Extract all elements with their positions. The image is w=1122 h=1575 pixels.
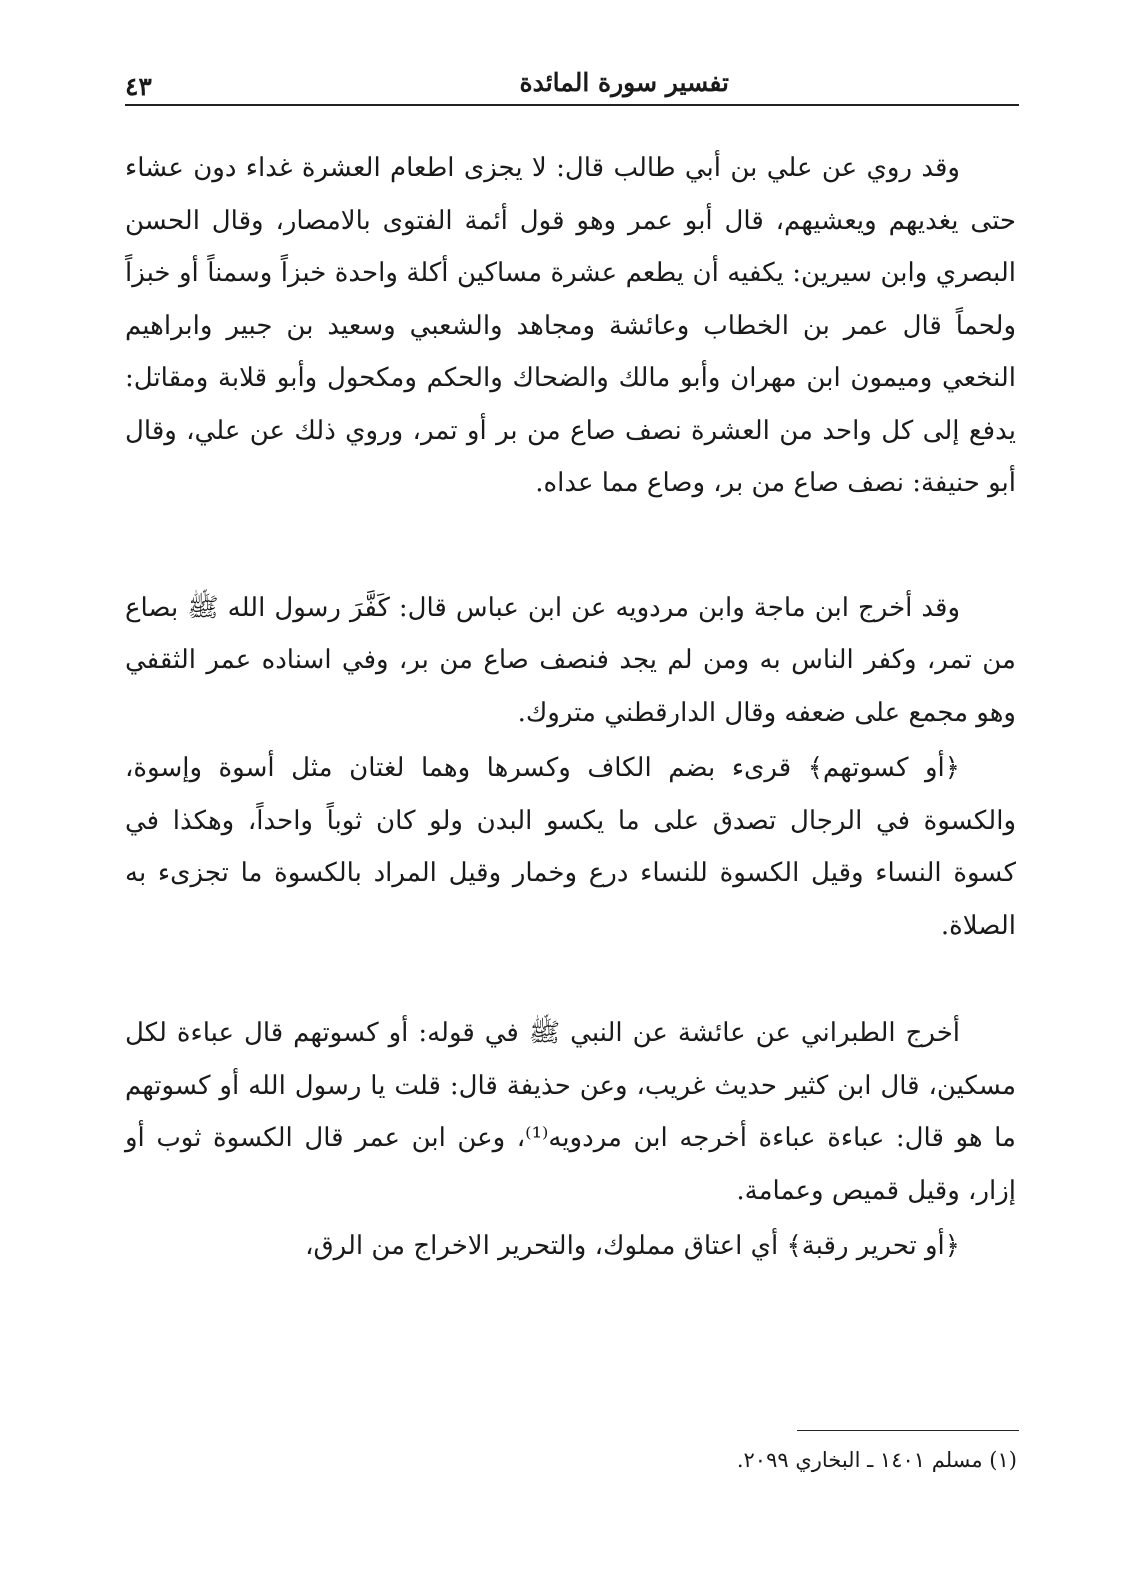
running-header-title: تفسير سورة المائدة: [519, 68, 729, 97]
paragraph-4: أخرج الطبراني عن عائشة عن النبي ﷺ في قوله: أو كسوتهم قال عباءة لكل مسكين، قال ابن كثير حديث غريب، وعن حذيفة قال: قلت يا رسول الله أو كسوتهم ما هو قال: عباءة عباءة أخرجه ابن مردويه⁽¹⁾، وعن ابن عمر قال الكسوة ثوب أو إزار، وقيل قميص وعمامة.: [125, 1018, 1016, 1206]
paragraph-1: وقد روي عن علي بن أبي طالب قال: لا يجزى اطعام العشرة غداء دون عشاء حتى يغديهم ويعشيهم، قال أبو عمر وهو قول أئمة الفتوى بالامصار، وقال الحسن البصري وابن سيرين: يكفيه أن يطعم عشرة مساكين أكلة واحدة خبزاً وسمناً أو خبزاً ولحماً قال عمر بن الخطاب وعائشة ومجاهد والشعبي وسعيد بن جبير وابراهيم النخعي وميمون ابن مهران وأبو مالك والضحاك والحكم ومكحول وأبو قلابة ومقاتل: يدفع إلى كل واحد من العشرة نصف صاع من بر أو تمر، وروي ذلك عن علي، وقال أبو حنيفة: نصف صاع من بر، وصاع مما عداه.: [125, 153, 1016, 498]
page-number: ٤٣: [125, 72, 152, 101]
footnote-rule: [797, 1430, 1019, 1431]
running-header: [125, 64, 1019, 104]
body-text: [125, 142, 1016, 1273]
paragraph-5: ﴿أو تحرير رقبة﴾ أي اعتاق مملوك، والتحرير الاخراج من الرق،: [305, 1231, 960, 1261]
paragraph-2: وقد أخرج ابن ماجة وابن مردويه عن ابن عباس قال: كَفَّرَ رسول الله ﷺ بصاع من تمر، وكفر الناس به ومن لم يجد فنصف صاع من بر، وفي اسناده عمر الثقفي وهو مجمع على ضعفه وقال الدارقطني متروك.: [125, 592, 1016, 728]
footnote: (١) مسلم ١٤٠١ ـ البخاري ٢٠٩٩.: [736, 1448, 1017, 1472]
paragraph-3: ﴿أو كسوتهم﴾ قرىء بضم الكاف وكسرها وهما لغتان مثل أسوة وإسوة، والكسوة في الرجال تصدق على ما يكسو البدن ولو كان ثوباً واحداً، وهكذا في كسوة النساء وقيل الكسوة للنساء درع وخمار وقيل المراد بالكسوة ما تجزىء به الصلاة.: [125, 753, 1016, 941]
header-rule: [125, 104, 1019, 106]
